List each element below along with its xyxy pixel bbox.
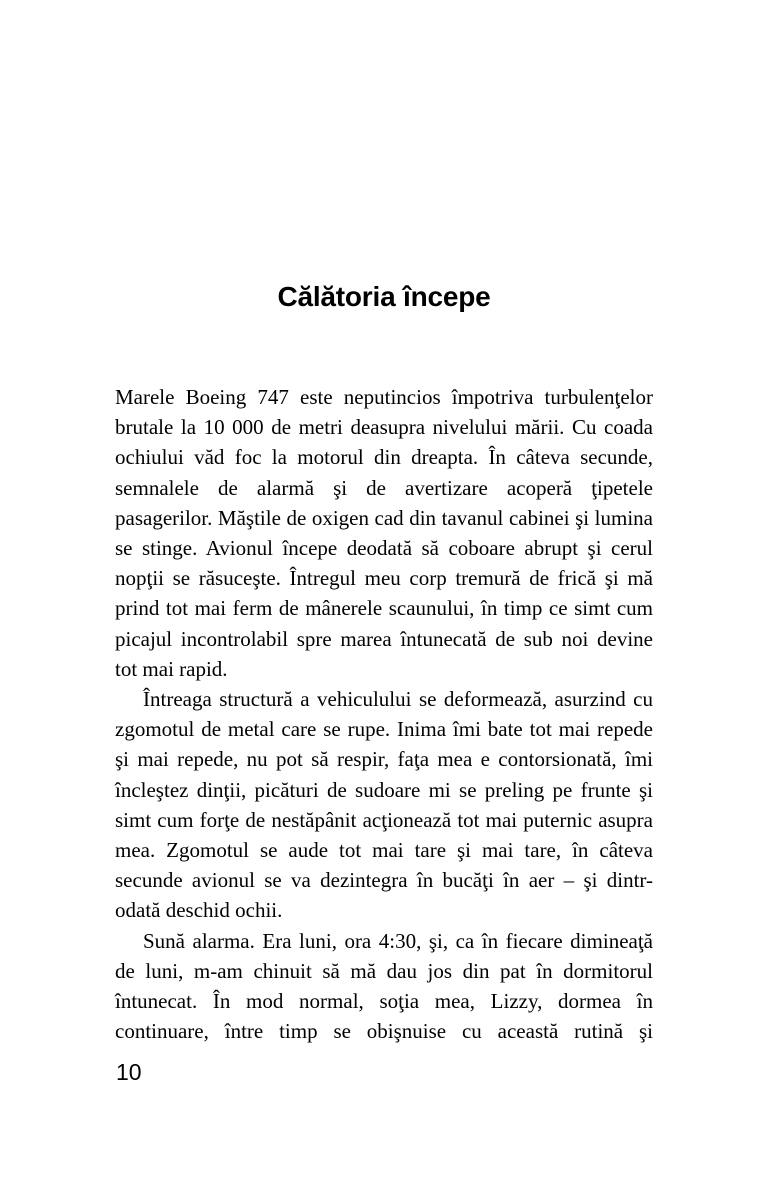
paragraph: Marele Boeing 747 este neputincios împotriva turbulenţelor brutale la 10 000 de metri deasupra nivelului mării. Cu coada ochiului văd foc la motorul din dreapta. În câteva secunde, semnalele de alarmă şi de avertizare acoperă ţipetele pasagerilor. Măştile de oxigen cad din tavanul cabinei şi lumina se stinge. Avionul începe deodată să coboare abrupt şi cerul nopţii se răsuceşte. Întregul meu corp tremură de frică şi mă prind tot mai ferm de mânerele scaunului, în timp ce simt cum picajul incontrolabil spre marea întunecată de sub noi devine tot mai rapid. bbox=[115, 385, 653, 681]
paragraph: Sună alarma. Era luni, ora 4:30, şi, ca în fiecare dimineaţă de luni, m-am chinuit să mă dau jos din pat în dormitorul întunecat. În mod normal, soţia mea, Lizzy, dormea în continuare, între timp se obişnuise cu această rutină şi bbox=[115, 928, 653, 1044]
body-text bbox=[115, 382, 653, 1046]
page-content bbox=[115, 280, 653, 1046]
paragraph: Întreaga structură a vehiculului se deformează, asurzind cu zgomotul de metal care se rupe. Inima îmi bate tot mai repede şi mai repede, nu pot să respir, faţa mea e contorsionată, îmi încleştez dinţii, picături de sudoare mi se preling pe frunte şi simt cum forţe de nestăpânit acţionează tot mai puternic asupra mea. Zgomotul se aude tot mai tare şi mai tare, în câteva secunde avionul se va dezintegra în bucăţi în aer – şi dintr-odată deschid ochii. bbox=[115, 687, 653, 923]
page-number: 10 bbox=[116, 1059, 142, 1085]
chapter-title: Călătoria începe bbox=[277, 281, 491, 312]
